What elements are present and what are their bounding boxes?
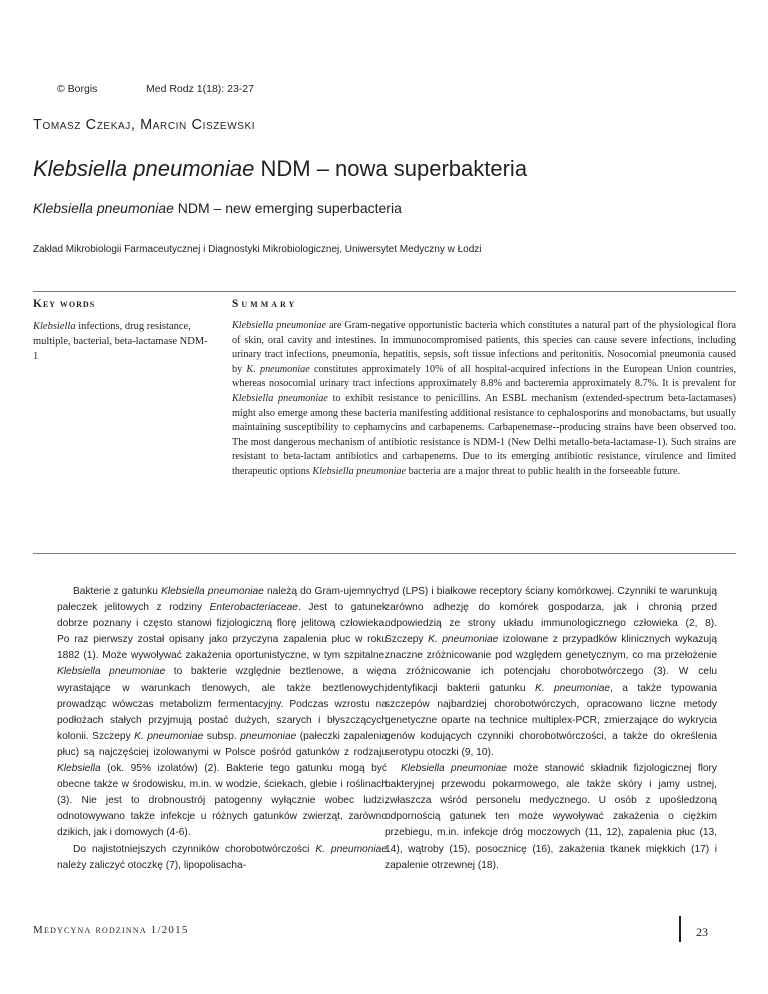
summary-italic: K. pneumoniae: [246, 363, 310, 375]
text-span: należą do Gram-ujemnych pałeczek jelitowych z rodziny: [57, 586, 388, 614]
summary-span: to exhibit resistance to penicillins. An ESBL mechanism (extended-spectrum beta-lactamases) might also emerge among these bacteria manifesting additional resistance to cephalosporins and monobactams, but usually maintaining susceptibility to cephamycins and carbapenems. Carbapenemase--producing strains have been observed too. The most dangerous mechanism of antibiotic resistance is NDM-1 (New Delhi metallo-beta-lactamase-1). Such strains are resistant to beta-lactam antibiotics and carbapenems. Due to its emerging antibiotic resistance, virulence and limited therapeutic options: [232, 392, 736, 477]
paragraph: [57, 842, 387, 874]
running-header: [57, 83, 254, 95]
summary-span: are Gram-negative opportunistic bacteria which constitutes a natural part of the physiological flora of skin, oral cavity and intestines. In immunocompromised patients, this species can cause severe infections, including urinary tract infections, pneumonia, hepatitis, sepsis, soft tissue infections and peritonitis. Nosocomial pneumonia caused by: [232, 320, 737, 375]
keyword-italic: Klebsiella: [33, 321, 76, 332]
footer-rule: [679, 916, 681, 942]
summary-italic: Klebsiella pneumoniae: [232, 392, 328, 404]
italic-span: pneumoniae: [240, 730, 297, 742]
paragraph: [385, 584, 717, 761]
summary-italic: Klebsiella pneumoniae: [312, 465, 407, 477]
affiliation: Zakład Mikrobiologii Farmaceutycznej i Diagnostyki Mikrobiologicznej, Uniwersytet Medyczny w Łodzi: [33, 244, 482, 255]
paragraph: [57, 584, 387, 842]
text-span: subsp.: [203, 730, 241, 742]
italic-span: K. pneumoniae: [315, 843, 387, 855]
text-span: . Jest to gatunek dobrze poznany i często stanowi fizjologiczną florę jelitową człowieka. Po raz pierwszy został opisany jako przyczyna zapalenia płuc w roku 1882 (1). Może wywoływać zakażenia oportunistyczne, w tym szpitalne.: [57, 602, 387, 662]
title-en-italic: Klebsiella pneumoniae: [33, 200, 174, 216]
title-pl-italic: Klebsiella pneumoniae: [33, 156, 255, 181]
text-span: to bakterie względnie beztlenowe, a więc wyrastające w warunkach tlenowych, ale także beztlenowych, prowadząc wówczas metabolizm fermentacyjny. Podczas wzrostu na podłożach stałych przyjmują postać dużych, szarych i błyszczących kolonii. Szczepy: [57, 666, 387, 742]
keyword-text: infections, drug resistance, multiple, bacterial, beta-lactamase NDM-1: [33, 321, 208, 362]
italic-span: Klebsiella pneumoniae: [401, 763, 508, 775]
divider-top: [33, 291, 736, 292]
italic-span: K. pneumoniae: [428, 634, 499, 646]
text-span: (ok. 95% izolatów) (2). Bakterie tego gatunku mogą być obecne także w środowisku, m.in. w wodzie, ściekach, glebie i roślinach (3). Nie jest to drobnoustrój patogenny wyłącznie wobec ludzi, odnotowywano także infekcje u różnych gatunków zwierząt, zarówno dzikich, jak i domowych (4-6).: [57, 763, 387, 839]
body-column-left: [57, 584, 387, 874]
body-column-right: [385, 584, 717, 874]
summary-text: [232, 319, 736, 480]
italic-span: Klebsiella pneumoniae: [57, 666, 166, 678]
keywords-list: [33, 319, 211, 364]
footer-journal: Medycyna rodzinna 1/2015: [33, 924, 189, 936]
paragraph: [385, 761, 717, 874]
text-span: może stanowić składnik fizjologicznej flory bakteryjnej przewodu pokarmowego, ale także skóry i jamy ustnej, zwłaszcza wśród personelu medycznego. U osób z upośledzoną odpornością gatunek ten może wywoływać zakażenia o ciężkim przebiegu, m.in. infekcje dróg moczowych (11, 12), zapalenia płuc (13, 14), wątroby (15), posocznicę (16), zakażenia tkanek miękkich (17) i zapalenie otrzewnej (18).: [385, 763, 717, 871]
article-title-polish: [33, 156, 527, 182]
journal-reference: Med Rodz 1(18): 23-27: [146, 83, 254, 95]
italic-span: K. pneumoniae: [134, 730, 204, 742]
italic-span: K. pneumoniae: [534, 682, 611, 694]
title-en-rest: NDM – new emerging superbacteria: [173, 200, 402, 216]
page-number: 23: [696, 925, 708, 939]
text-span: ryd (LPS) i białkowe receptory ściany komórkowej. Czynniki te warunkują zarówno adhezję do komórek gospodarza, jak i chronią przed odpowiedzią ze strony układu immunologicznego człowieka (2, 8). Szczepy: [385, 586, 717, 646]
italic-span: Klebsiella: [57, 763, 101, 775]
divider-bottom: [33, 553, 736, 554]
title-pl-rest: NDM – nowa superbakteria: [254, 156, 528, 181]
summary-span: constitutes approximately 10% of all hospital-acquired infections in the European Union countries, whereas nosocomial urinary tract infections approximately 8.8% and bacteremia approximately 8.7%. It is prevalent for: [232, 363, 736, 390]
text-span: izolowane z przypadków klinicznych wykazują znaczne zróżnicowanie pod względem genetycznym, co ma przełożenie na zróżnicowanie ich potencjału chorobotwórczego (3). W celu identyfikacji bakterii gatunku: [385, 634, 717, 694]
summary-span: bacteria are a major threat to public health in the forseeable future.: [406, 465, 681, 477]
text-span: Bakterie z gatunku: [73, 586, 162, 597]
italic-span: Enterobacteriaceae: [209, 602, 298, 614]
text-span: Do najistotniejszych czynników chorobotwórczości: [73, 843, 316, 855]
text-span: należy zaliczyć otoczkę (7), lipopolisacha-: [57, 859, 247, 871]
keywords-heading: Key words: [33, 298, 96, 310]
summary-italic: Klebsiella pneumoniae: [232, 320, 327, 331]
authors: Tomasz Czekaj, Marcin Ciszewski: [33, 117, 256, 133]
article-title-english: [33, 200, 402, 216]
italic-span: Klebsiella pneumoniae: [161, 586, 264, 597]
text-span: (pałeczki zapalenia płuc) są najczęściej izolowanymi w Polsce pośród gatunków z rodzaju: [57, 730, 387, 758]
summary-heading: Summary: [232, 298, 298, 310]
publisher: © Borgis: [57, 83, 98, 95]
text-span: , a także typowania szczepów najbardziej chorobotwórczych, opracowano liczne metody genetyczne oparte na technice multiplex-PCR, zmierzające do wykrycia genów kodujących czynniki chorobotwórczości, a także do określenia serotypu otoczki (9, 10).: [385, 682, 717, 758]
